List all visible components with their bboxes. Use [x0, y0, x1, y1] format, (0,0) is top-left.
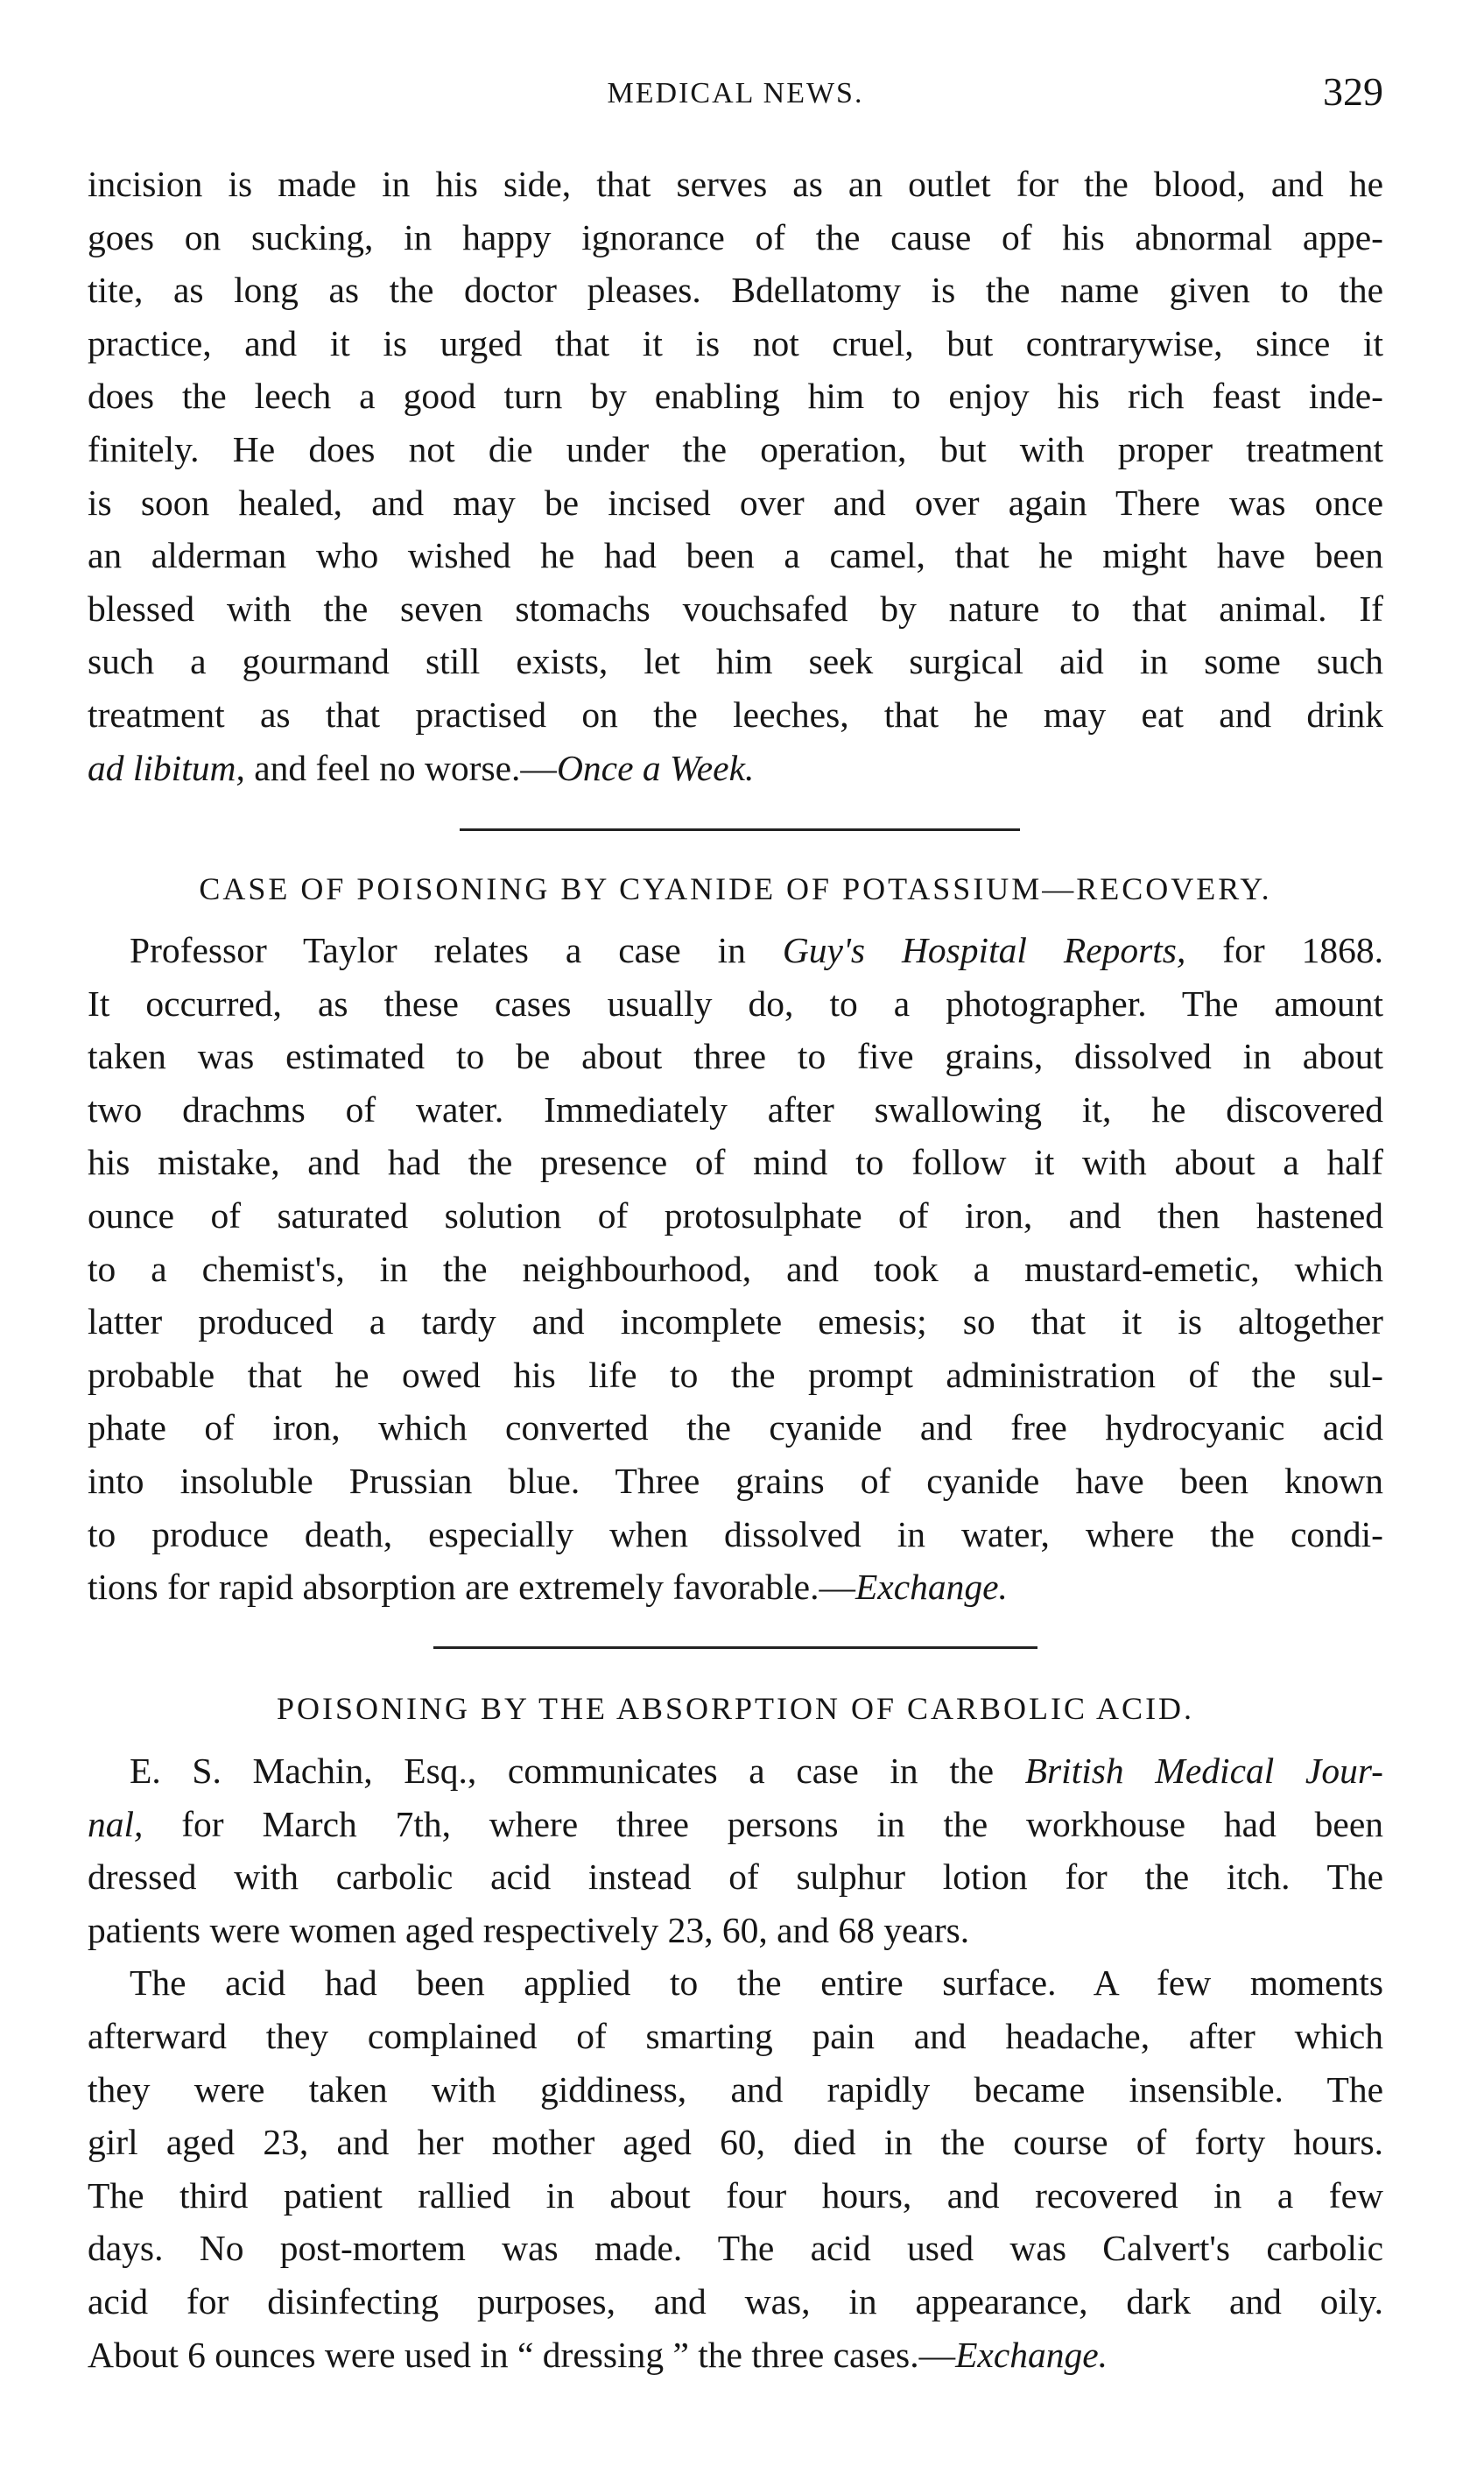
text-fragment: for 1868.	[1185, 930, 1383, 970]
paragraph	[88, 924, 1383, 1614]
text-line: incision is made in his side, that serves as an outlet for the blood, and he	[88, 164, 1383, 204]
text-line: The third patient rallied in about four hours, and recovered in a few	[88, 2174, 1383, 2216]
journal-title: British Medical Jour-	[1024, 1751, 1383, 1791]
text-line: probable that he owed his life to the prompt administration of the sul-	[88, 1354, 1383, 1395]
text-line: phate of iron, which converted the cyanide and free hydrocyanic acid	[88, 1407, 1383, 1448]
text-line	[88, 924, 1383, 977]
text-line: tite, as long as the doctor pleases. Bdellatomy is the name given to the	[88, 270, 1383, 311]
text-line: The acid had been applied to the entire surface. A few moments	[130, 1962, 1383, 2004]
text-line: acid for disinfecting purposes, and was, in appearance, dark and oily.	[88, 2280, 1383, 2321]
text-line: It occurred, as these cases usually do, to a photographer. The amount	[88, 983, 1383, 1024]
text-fragment: Professor Taylor relates a case in	[130, 930, 783, 970]
text-line: his mistake, and had the presence of mind to follow it with about a half	[88, 1142, 1383, 1183]
text-line: goes on sucking, in happy ignorance of the cause of his abnormal appe-	[88, 216, 1383, 257]
text-line: taken was estimated to be about three to five grains, dissolved in about	[88, 1036, 1383, 1077]
text-line: to produce death, especially when dissolved in water, where the condi-	[88, 1513, 1383, 1554]
paragraph	[88, 1744, 1383, 1956]
text-line: girl aged 23, and her mother aged 60, died in the course of forty hours.	[88, 2122, 1383, 2163]
text-line: practice, and it is urged that it is not cruel, but contrarywise, since it	[88, 322, 1383, 363]
text-line: an alderman who wished he had been a camel, that he might have been	[88, 535, 1383, 576]
section-heading-cyanide: CASE OF POISONING BY CYANIDE OF POTASSIUM—RECOVERY.	[199, 871, 1272, 906]
text-fragment: About 6 ounces were used in “ dressing ” the three cases.—	[88, 2334, 956, 2375]
latin-phrase: ad libitum,	[88, 747, 245, 788]
text-line: into insoluble Prussian blue. Three grains of cyanide have been known	[88, 1460, 1383, 1501]
source-citation: Exchange.	[855, 1567, 1008, 1608]
section-heading-carbolic: POISONING BY THE ABSORPTION OF CARBOLIC ACID.	[276, 1691, 1195, 1726]
text-fragment: for March 7th, where three persons in the workhouse had been	[143, 1803, 1383, 1844]
paragraph	[88, 158, 1383, 794]
text-line: days. No post-mortem was made. The acid used was Calvert's carbolic	[88, 2228, 1383, 2269]
text-line: is soon healed, and may be incised over and over again There was once	[88, 482, 1383, 523]
text-line	[88, 742, 1383, 795]
text-line: treatment as that practised on the leeches, that he may eat and drink	[88, 694, 1383, 735]
text-line: to a chemist's, in the neighbourhood, and took a mustard-emetic, which	[88, 1248, 1383, 1289]
cyanide-article	[88, 924, 1383, 1614]
text-line	[88, 2328, 1383, 2382]
text-line: such a gourmand still exists, let him seek surgical aid in some such	[88, 641, 1383, 682]
text-line	[88, 1561, 1383, 1614]
journal-title-end: nal,	[88, 1803, 144, 1844]
text-line: blessed with the seven stomachs vouchsafed by nature to that animal. If	[88, 588, 1383, 629]
text-line: latter produced a tardy and incomplete emesis; so that it is altogether	[88, 1301, 1383, 1342]
text-line: dressed with carbolic acid instead of sulphur lotion for the itch. The	[88, 1856, 1383, 1898]
text-line: patients were women aged respectively 23, 60, and 68 years.	[88, 1909, 970, 1950]
carbolic-article	[88, 1744, 1383, 2381]
paragraph	[88, 1956, 1383, 2381]
journal-title: Guy's Hospital Reports,	[782, 930, 1186, 970]
text-line: finitely. He does not die under the operation, but with proper treatment	[88, 428, 1383, 469]
text-fragment: E. S. Machin, Esq., communicates a case in the	[130, 1751, 1025, 1791]
section-divider	[460, 828, 1020, 831]
running-head	[88, 68, 1383, 121]
text-line	[88, 1798, 1383, 1851]
text-line: does the leech a good turn by enabling him to enjoy his rich feast inde-	[88, 376, 1383, 417]
text-line: ounce of saturated solution of protosulphate of iron, and then hastened	[88, 1194, 1383, 1236]
text-line: they were taken with giddiness, and rapidly became insensible. The	[88, 2068, 1383, 2110]
running-title: MEDICAL NEWS.	[607, 77, 864, 109]
section-divider	[433, 1646, 1037, 1649]
text-line: afterward they complained of smarting pain and headache, after which	[88, 2015, 1383, 2056]
source-citation: Once a Week.	[556, 747, 755, 788]
text-fragment: and feel no worse.—	[244, 747, 557, 788]
text-fragment: tions for rapid absorption are extremely favorable.—	[88, 1567, 855, 1608]
page-number: 329	[1323, 69, 1383, 114]
source-citation: Exchange.	[955, 2334, 1108, 2375]
text-line	[88, 1744, 1383, 1798]
leech-article-continuation	[88, 158, 1383, 794]
text-line: two drachms of water. Immediately after swallowing it, he discovered	[88, 1089, 1383, 1130]
